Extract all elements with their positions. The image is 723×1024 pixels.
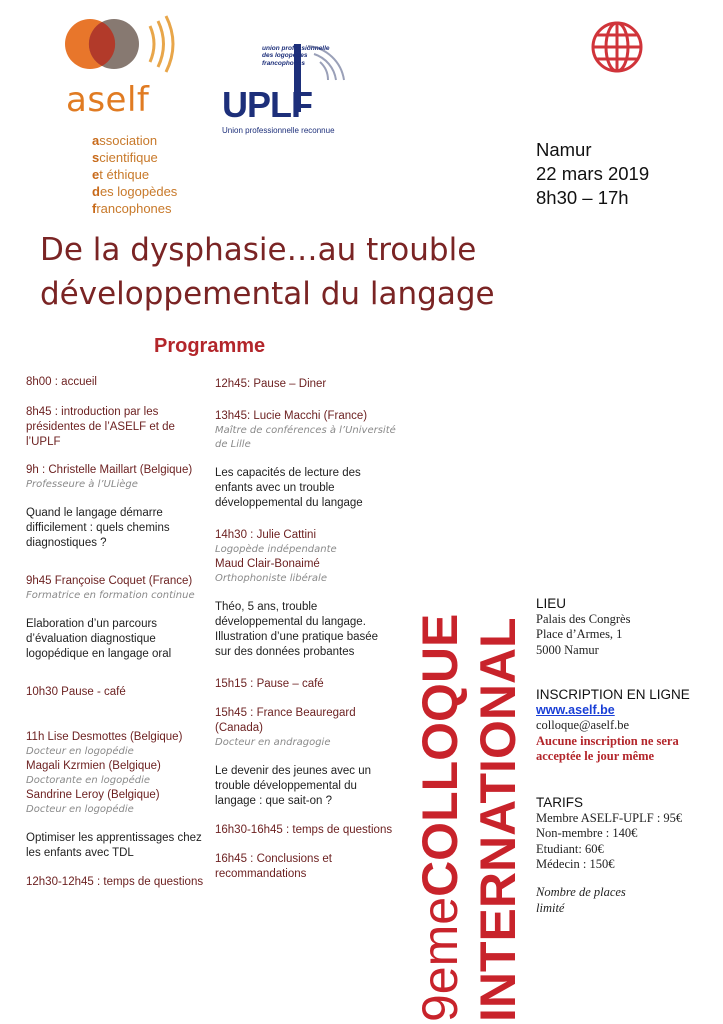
speaker-name: 15h45 : France Beauregard (Canada) [215,707,356,734]
schedule-item: 8h00 : accueil [26,376,97,388]
tarif-item: Médecin : 150€ [536,857,615,871]
programme-heading: Programme [154,335,266,357]
lieu-label: LIEU [536,596,567,611]
schedule-item: 15h15 : Pause – café [215,678,324,690]
colloque-vertical-title: 9emeCOLLOQUE [412,613,468,1022]
schedule-item: 10h30 Pause - café [26,686,126,698]
globe-icon [590,20,644,74]
inscription-section [536,687,706,765]
schedule-item: 16h30-16h45 : temps de questions [215,824,393,836]
tarif-item: Non-membre : 140€ [536,826,638,840]
speaker-name: Maud Clair-Bonaimé [215,558,320,570]
speaker-role: Logopède indépendante [215,544,337,555]
inscription-warning: Aucune inscription ne sera acceptée le jour même [536,733,679,763]
uplf-small-text: union professionnelle des logopèdes francophones [262,45,330,67]
tarifs-section [536,795,682,873]
event-city: Namur [536,139,592,160]
talk-title: Elaboration d’un parcours d’évaluation diagnostique logopédique en langage oral [26,618,172,660]
places-note: Nombre de places limité [536,885,626,915]
speaker-name: 11h Lise Desmottes (Belgique) [26,731,183,743]
email-address[interactable]: colloque@aself.be [536,718,630,732]
programme-right-column [215,377,397,882]
speaker-role: Docteur en logopédie [26,804,134,815]
speaker-name: 14h30 : Julie Cattini [215,529,317,541]
tarif-item: Membre ASELF-UPLF : 95€ [536,810,683,825]
talk-title: Théo, 5 ans, trouble développemental du langage. Illustration d’une pratique basée sur des données probantes [215,601,379,658]
lieu-line: Palais des Congrès [536,611,631,626]
speaker-name: Sandrine Leroy (Belgique) [26,789,160,801]
speaker-name: 9h45 Françoise Coquet (France) [26,575,193,587]
talk-title: Les capacités de lecture des enfants avec un trouble développemental du langage [215,467,363,509]
programme-left-column [26,375,211,890]
speaker-role: Doctorante en logopédie [26,775,150,786]
speaker-name: 9h : Christelle Maillart (Belgique) [26,464,193,476]
aself-logo-icon [62,14,182,76]
speaker-role: Formatrice en formation continue [26,590,195,601]
tarifs-label: TARIFS [536,795,583,810]
event-info [536,138,649,210]
speaker-name: 13h45: Lucie Macchi (France) [215,410,368,422]
uplf-wordmark: UPLF [222,84,312,125]
aself-full-name: association scientifique et éthique des logopèdes francophones [92,133,178,216]
schedule-item: 12h45: Pause – Diner [215,378,327,390]
uplf-caption: Union professionnelle reconnue [222,126,335,135]
talk-title: Le devenir des jeunes avec un trouble développemental du langage : que sait-on ? [215,765,371,807]
speaker-role: Professeure à l’ULiège [26,479,138,490]
schedule-item: 16h45 : Conclusions et recommandations [215,853,332,880]
lieu-line: 5000 Namur [536,642,599,657]
event-time: 8h30 – 17h [536,187,629,208]
international-vertical-title: INTERNATIONAL [470,617,526,1022]
inscription-label: INSCRIPTION EN LIGNE [536,687,690,702]
schedule-item: 12h30-12h45 : temps de questions [26,876,204,888]
tarif-item: Etudiant: 60€ [536,841,604,856]
event-date: 22 mars 2019 [536,163,650,184]
speaker-role: Orthophoniste libérale [215,573,327,584]
lieu-line: Place d’Armes, 1 [536,627,623,641]
speaker-role: Maître de conférences à l’Université de Lille [215,425,396,450]
page-title: De la dysphasie…au trouble développemental du langage [40,232,495,312]
speaker-role: Docteur en logopédie [26,746,134,757]
speaker-role: Docteur en andragogie [215,737,331,748]
speaker-name: Magali Kzrmien (Belgique) [26,760,161,772]
talk-title: Optimiser les apprentissages chez les enfants avec TDL [26,832,202,859]
lieu-section [536,596,630,658]
website-link[interactable]: www.aself.be [536,702,615,717]
talk-title: Quand le langage démarre difficilement : quels chemins diagnostiques ? [26,507,170,549]
schedule-item: 8h45 : introduction par les présidentes de l’ASELF et de l’UPLF [26,406,175,448]
aself-wordmark: aself [66,80,150,120]
